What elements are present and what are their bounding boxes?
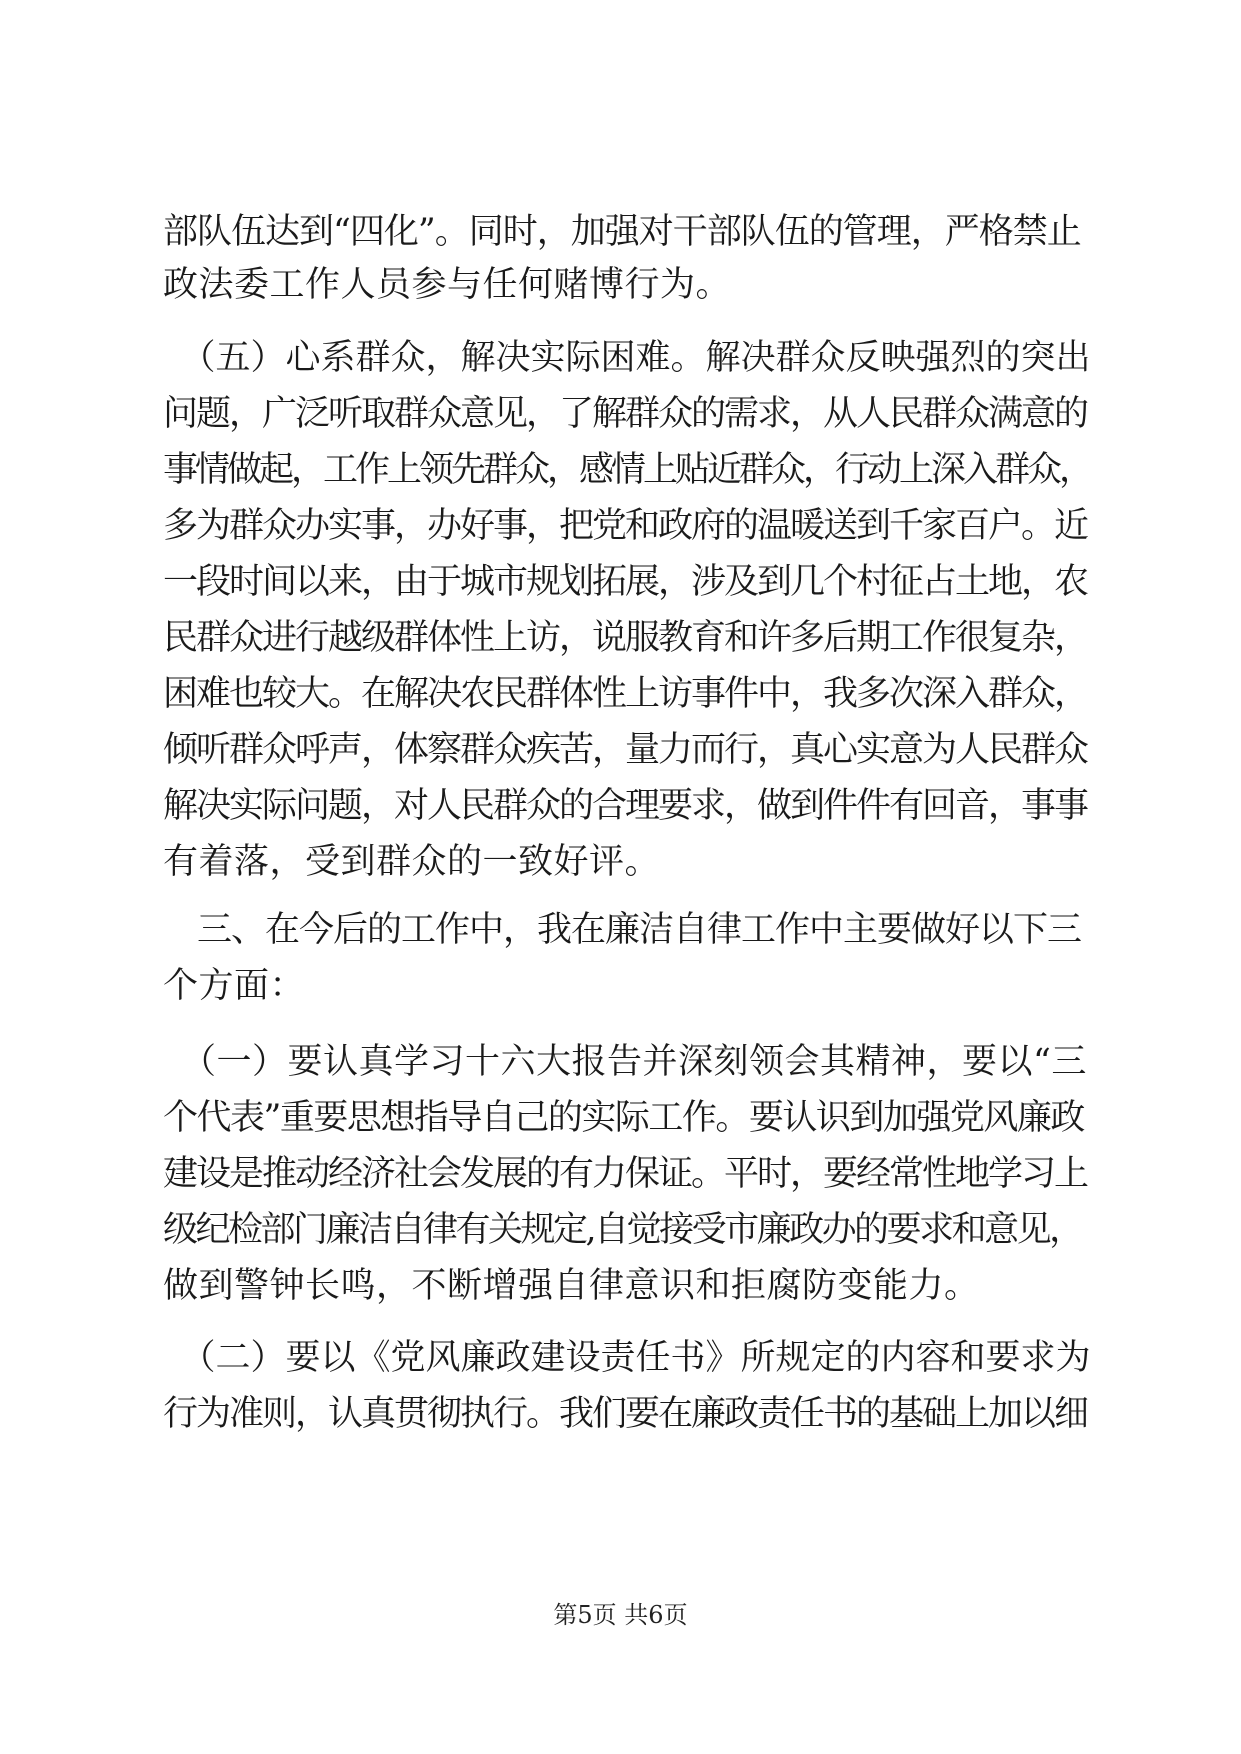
text-line: 倾听群众呼声，体察群众疾苦，量力而行，真心实意为人民群众 [163,730,1088,770]
text-line: 问题，广泛听取群众意见，了解群众的需求，从人民群众满意的 [163,394,1088,434]
text-line: 困难也较大。在解决农民群体性上访事件中，我多次深入群众， [163,674,1088,714]
text-line: 建设是推动经济社会发展的有力保证。平时，要经常性地学习上 [163,1154,1088,1194]
text-line: 个代表”重要思想指导自己的实际工作。要认识到加强党风廉政 [163,1098,1084,1138]
text-line: 事情做起，工作上领先群众，感情上贴近群众，行动上深入群众， [163,450,1092,490]
text-line: 个方面： [163,966,306,1006]
text-line: （一）要认真学习十六大报告并深刻领会其精神，要以“三 [163,1042,1087,1082]
text-line: 行为准则，认真贯彻执行。我们要在廉政责任书的基础上加以细 [163,1394,1088,1434]
text-line: 有着落，受到群众的一致好评。 [163,842,661,882]
text-line: （二）要以《党风廉政建设责任书》所规定的内容和要求为 [163,1338,1091,1378]
text-line: 部队伍达到“四化”。同时，加强对干部队伍的管理，严格禁止 [163,212,1081,252]
text-line: 三、在今后的工作中，我在廉洁自律工作中主要做好以下三 [163,910,1082,950]
text-line: 解决实际问题，对人民群众的合理要求，做到件件有回音，事事 [163,786,1088,826]
text-line: 做到警钟长鸣，不断增强自律意识和拒腐防变能力。 [163,1266,980,1306]
text-line: 民群众进行越级群体性上访，说服教育和许多后期工作很复杂， [163,618,1088,658]
text-line: 多为群众办实事，办好事，把党和政府的温暖送到千家百户。近 [163,506,1088,546]
text-line: 一段时间以来，由于城市规划拓展，涉及到几个村征占土地，农 [163,562,1088,602]
page-footer: 第5页 共6页 [553,1601,688,1629]
text-line: 级纪检部门廉洁自律有关规定,自觉接受市廉政办的要求和意见， [163,1210,1082,1250]
text-line: 政法委工作人员参与任何赌博行为。 [163,265,732,305]
text-line: （五）心系群众，解决实际困难。解决群众反映强烈的突出 [163,338,1091,378]
